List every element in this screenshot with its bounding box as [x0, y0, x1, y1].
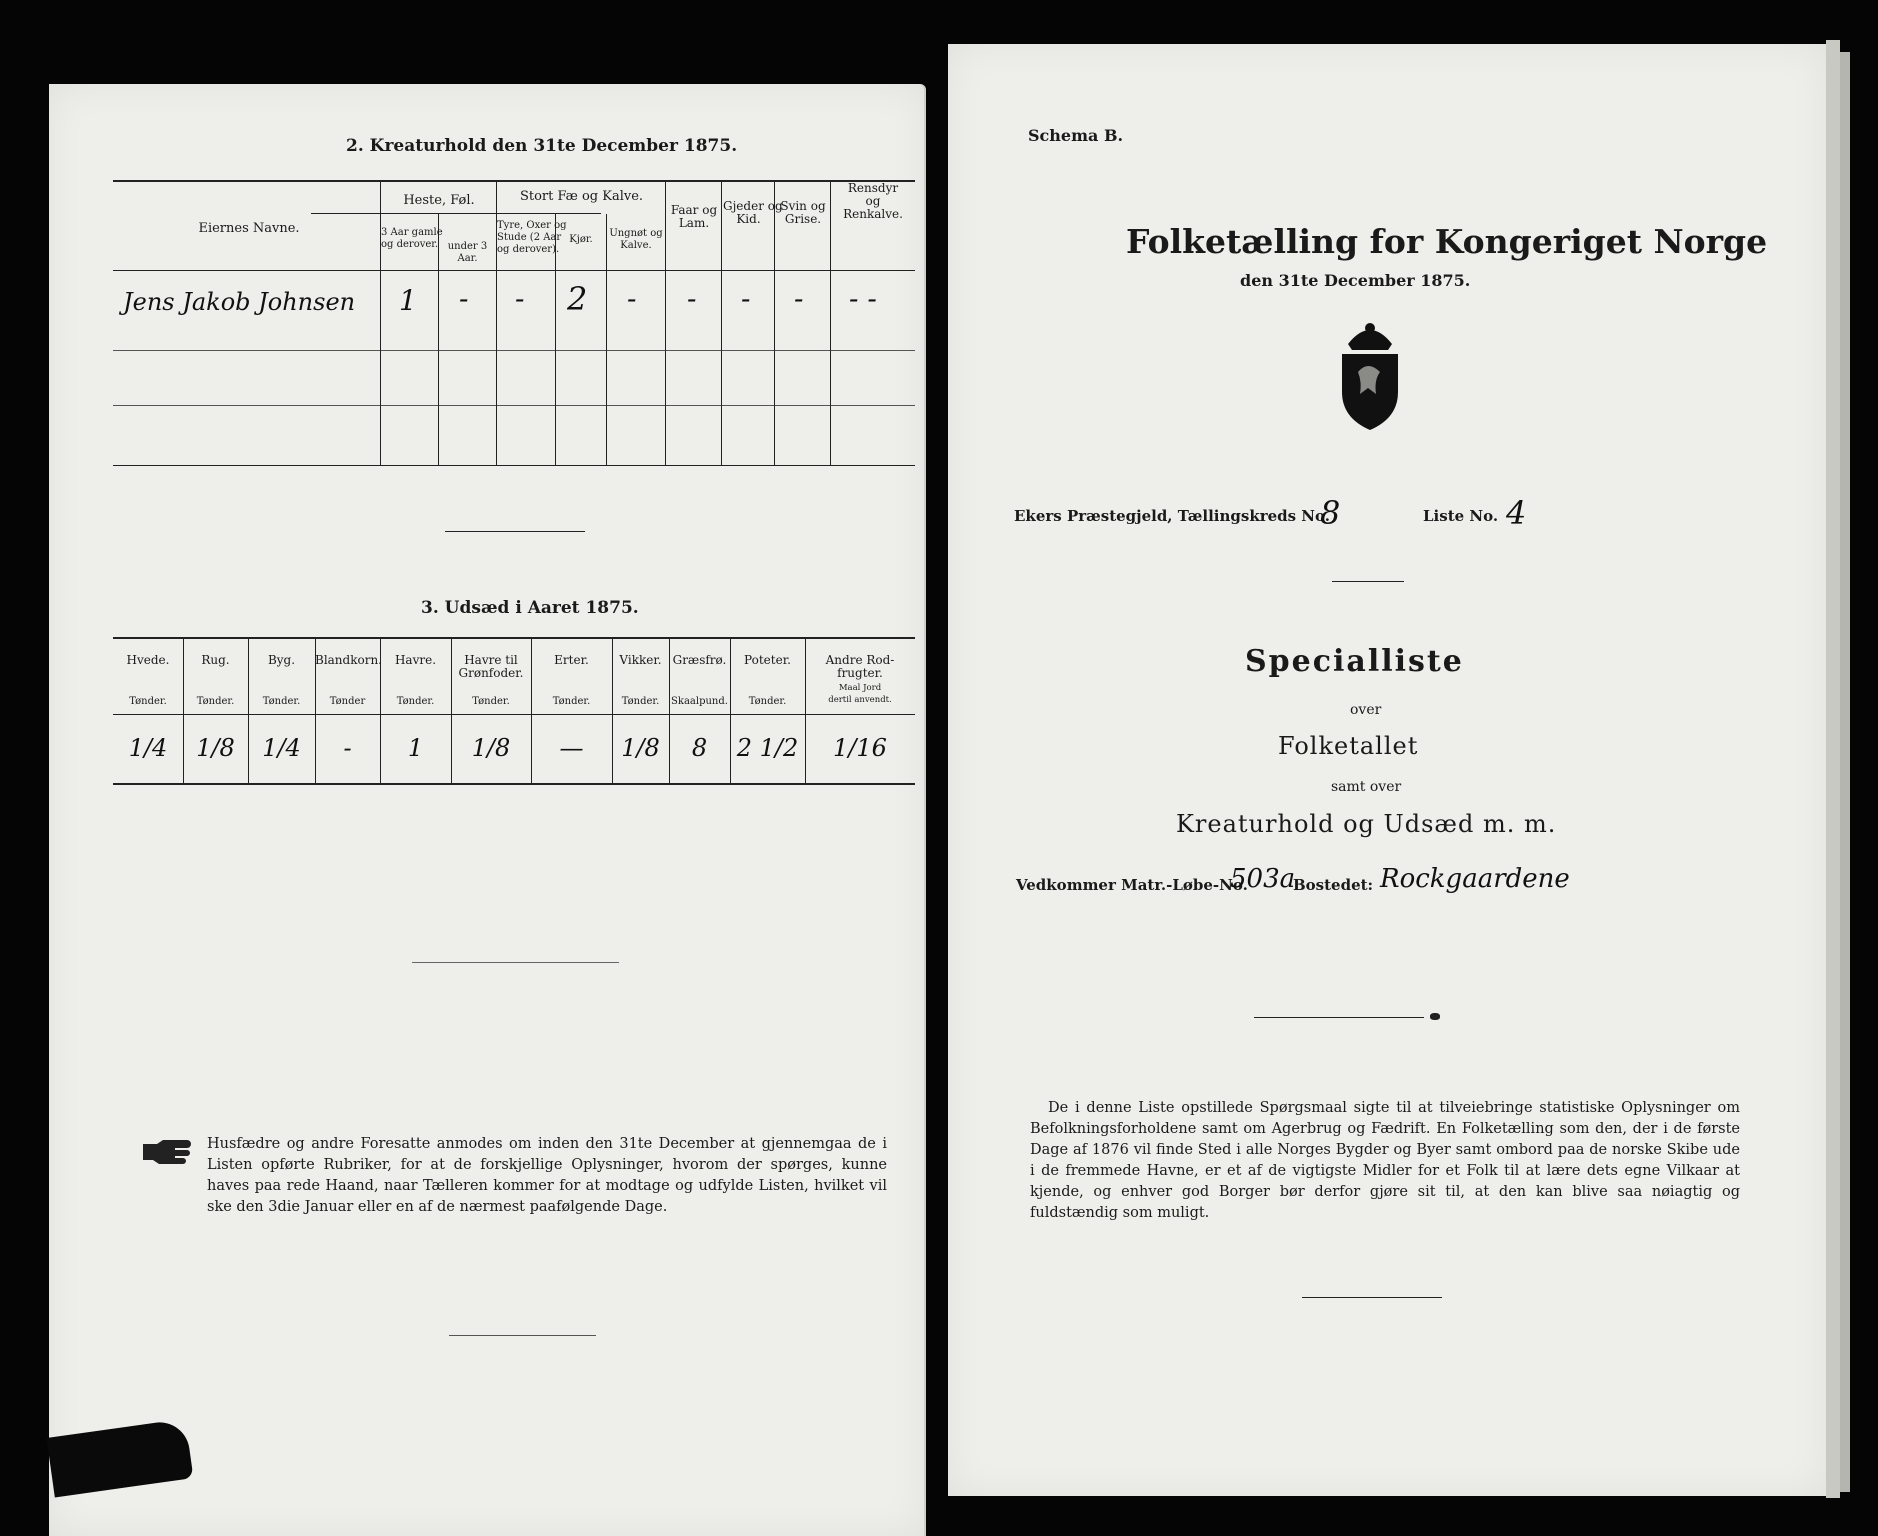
sowing-header-0: Hvede. — [126, 653, 170, 667]
calves-sub: Ungnøt og Kalve. — [609, 228, 663, 251]
separator — [445, 531, 585, 532]
sheep-header: Faar og Lam. — [670, 203, 718, 230]
samt-over-label: samt over — [1331, 779, 1402, 795]
table-top-rule — [113, 180, 915, 182]
notice-paragraph: Husfædre og andre Foresatte anmodes om inden den 31te December at gjennemgaa de i Listen opførte Rubriker, for at de forskjellige Oplysninger, hvorom der spørges, kunne haves paa rede Haand, naar Tælleren kommer for at modtage og udfylde Listen, hvilket vil ske den 3die Januar eller en af de nærmest paafølgende Dage. — [207, 1136, 887, 1215]
district-number: 8 — [1320, 494, 1341, 532]
sowing-header-6: Erter. — [554, 653, 589, 667]
pigs-header: Svin og Grise. — [780, 199, 826, 226]
separator — [412, 962, 619, 963]
horse-old-sub: 3 Aar gamle og derover. — [381, 227, 443, 250]
horses-header: Heste, Føl. — [403, 193, 475, 208]
sowing-value-6: — — [559, 734, 584, 762]
cows-value: 2 — [567, 280, 588, 318]
rule — [113, 783, 915, 785]
sowing-value-4: 1 — [407, 734, 424, 762]
table-top-rule — [113, 637, 915, 639]
col-divider — [774, 180, 775, 466]
sowing-unit-1: Tønder. — [196, 696, 235, 707]
sowing-unit-8: Skaalpund. — [671, 696, 728, 707]
livestock-title: 2. Kreaturhold den 31te December 1875. — [346, 136, 738, 156]
sowing-unit-4: Tønder. — [396, 696, 435, 707]
sowing-value-2: 1/4 — [262, 734, 301, 762]
sowing-unit-3: Tønder — [329, 696, 366, 707]
sowing-header-8: Græsfrø. — [672, 653, 727, 667]
pointing-hand-icon — [141, 1136, 201, 1166]
sowing-unit-2: Tønder. — [262, 696, 301, 707]
reindeer-header: Rensdyr og Renkalve. — [843, 181, 903, 221]
sowing-header-1: Rug. — [201, 653, 230, 667]
reindeer-value: - - — [849, 282, 877, 315]
kreaturhold-heading: Kreaturhold og Udsæd m. m. — [1176, 810, 1557, 838]
sowing-header-7: Vikker. — [619, 653, 662, 667]
goats-value: - — [741, 282, 751, 315]
coat-of-arms-emblem — [1328, 314, 1412, 434]
sowing-value-7: 1/8 — [621, 734, 660, 762]
sowing-unit-7: Tønder. — [621, 696, 660, 707]
col-divider — [665, 180, 666, 466]
sowing-unit-5: Tønder. — [472, 696, 510, 707]
list-label: Liste No. — [1423, 507, 1499, 525]
parish-label: Ekers Præstegjeld, Tællingskreds No. — [1014, 507, 1330, 525]
page-edge — [1840, 52, 1850, 1492]
sowing-title: 3. Udsæd i Aaret 1875. — [421, 598, 639, 618]
left-page — [49, 84, 926, 1536]
sowing-value-0: 1/4 — [128, 734, 168, 762]
col-divider — [380, 180, 381, 466]
bulls-sub: Tyre, Oxer og Stude (2 Aar og derover). — [497, 220, 567, 255]
owner-name: Jens Jakob Johnsen — [123, 288, 356, 316]
bosted-label: Bostedet: — [1293, 876, 1374, 894]
sowing-value-5: 1/8 — [471, 734, 511, 762]
special-title: Specialliste — [1245, 644, 1464, 679]
sowing-unit-6: Tønder. — [552, 696, 591, 707]
intro-paragraph: De i denne Liste opstillede Spørgsmaal sigte til at tilveiebringe statistiske Oplysninger om Befolkningsforholdene samt om Agerbrug og Fædrift. En Folketælling som den, der i de første Dage af 1876 vil finde Sted i alle Norges Bygder og Byer samt ombord paa de norske Skibe ude i de fremmede Havne, er et af de vigtigste Midler for et Folk til at lære dets egne Vilkaar at kjende, og enhver god Borger bør derfor gjøre sit til, at den kan blive saa nøiagtig og fuldstændig som muligt. — [1030, 1100, 1740, 1221]
sowing-header-3: Blandkorn. — [315, 653, 382, 667]
bulls-value: - — [515, 282, 525, 315]
page-edge — [1826, 40, 1840, 1498]
rule — [113, 270, 915, 271]
rule — [113, 405, 915, 406]
date-line: den 31te December 1875. — [1240, 271, 1471, 290]
sowing-header-2: Byg. — [267, 653, 296, 667]
sowing-header-10: Andre Rod- frugter. — [825, 653, 895, 680]
sowing-value-8: 8 — [691, 734, 708, 762]
sowing-header-4: Havre. — [394, 653, 437, 667]
pigs-value: - — [794, 282, 804, 315]
schema-label: Schema B. — [1028, 126, 1124, 145]
sowing-value-10: 1/16 — [833, 734, 887, 762]
sowing-header-9: Poteter. — [744, 653, 791, 667]
horse-old-value: 1 — [399, 284, 417, 317]
folketallet-heading: Folketallet — [1278, 732, 1419, 760]
right-page — [948, 44, 1826, 1496]
sowing-value-3: - — [343, 734, 352, 762]
cattle-header: Stort Fæ og Kalve. — [519, 189, 644, 204]
sowing-unit-10: Maal Jord dertil anvendt. — [828, 683, 892, 705]
ink-mark — [1430, 1013, 1440, 1020]
rule — [113, 714, 915, 715]
separator — [1332, 581, 1404, 582]
col-divider — [721, 180, 722, 466]
separator — [449, 1335, 596, 1336]
sowing-unit-9: Tønder. — [748, 696, 787, 707]
bosted-value: Rockgaardene — [1380, 864, 1570, 894]
cows-sub: Kjør. — [569, 234, 593, 245]
sowing-value-1: 1/8 — [196, 734, 235, 762]
horse-young-sub: under 3 Aar. — [447, 241, 488, 264]
sowing-unit-0: Tønder. — [129, 696, 167, 707]
matr-label: Vedkommer Matr.-Løbe-No. — [1016, 876, 1248, 894]
separator — [1254, 1017, 1424, 1018]
over-label: over — [1350, 702, 1382, 718]
owner-header: Eiernes Navne. — [198, 221, 300, 236]
rule — [113, 465, 915, 466]
col-divider — [830, 180, 831, 466]
sowing-header-5: Havre til Grønfoder. — [458, 653, 524, 680]
horse-young-value: - — [459, 282, 469, 315]
main-title: Folketælling for Kongeriget Norge — [1126, 222, 1768, 261]
list-number: 4 — [1506, 494, 1527, 532]
rule — [113, 350, 915, 351]
calves-value: - — [627, 282, 637, 315]
goats-header: Gjeder og Kid. — [723, 199, 783, 226]
matr-number: 503a — [1230, 864, 1296, 894]
sowing-value-9: 2 1/2 — [736, 734, 799, 762]
rule — [311, 213, 601, 214]
separator — [1302, 1297, 1442, 1298]
sheep-value: - — [687, 282, 697, 315]
